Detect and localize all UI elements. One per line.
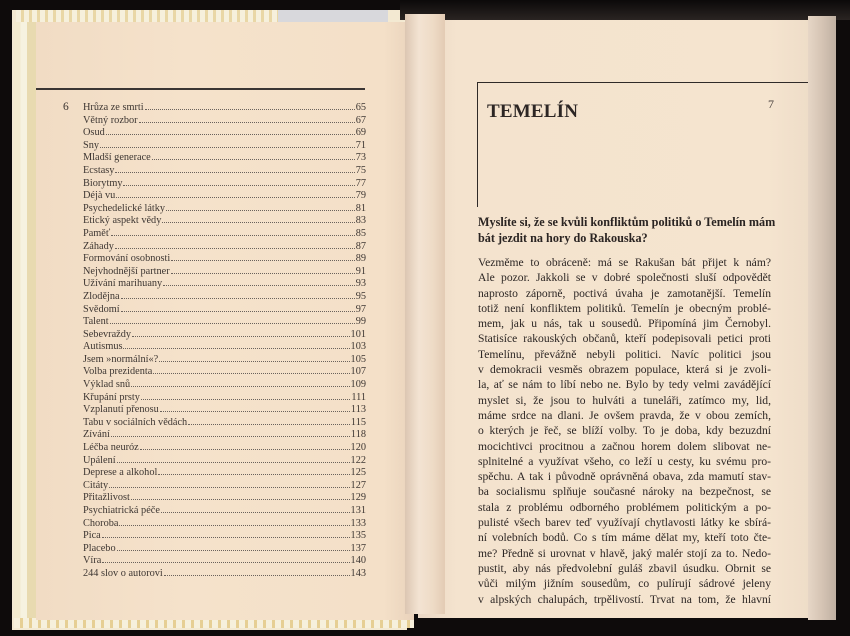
toc-entry-page: 131 [350, 505, 366, 516]
body-line: me? Předně si urovnat v hlavě, jaký malér stojí za to. Nedo- [478, 546, 771, 560]
toc-leader-dots [159, 353, 349, 362]
toc-entry [83, 101, 366, 114]
toc-entry-title: Větný rozbor [83, 114, 138, 126]
toc-entry-page: 135 [350, 530, 366, 542]
body-line: splnitelné a využívat všeho, co leží u cesty, ku svému pro- [478, 454, 771, 468]
toc-leader-dots [115, 164, 354, 173]
toc-entry [83, 139, 366, 152]
toc-entry-page: 120 [350, 442, 366, 454]
toc-entry [83, 491, 366, 504]
toc-leader-dots [188, 416, 350, 425]
toc-entry-page: 118 [350, 429, 366, 441]
toc-entry-title: Psychiatrická péče [83, 505, 160, 516]
toc-entry-title: Zlodějna [83, 290, 120, 302]
toc-entry-title: Deprese a alkohol [83, 467, 158, 479]
toc-leader-dots [132, 328, 350, 337]
toc-entry [83, 517, 366, 530]
toc-entry-page: 91 [355, 265, 366, 277]
toc-entry-title: Sebevraždy [83, 328, 132, 340]
page-number-right: 7 [768, 97, 774, 111]
toc-leader-dots [119, 517, 349, 526]
toc-leader-dots [162, 214, 354, 223]
toc-entry [83, 479, 366, 492]
chapter-question: Myslíte si, že se kvůli konfliktům politiků o Temelín mám bát jezdit na hory do Rakouska? [478, 215, 776, 245]
toc-entry-title: Mladší generace [83, 152, 151, 164]
toc-entry-title: Choroba [83, 517, 119, 529]
toc-leader-dots [111, 428, 350, 437]
toc-entry-title: Svědomí [83, 303, 120, 315]
toc-entry-page: 87 [355, 240, 366, 252]
toc-entry-title: Osud [83, 127, 105, 139]
page-edge-left [14, 22, 36, 620]
toc-entry-title: Placebo [83, 542, 116, 554]
toc-entry-title: Léčba neuróz [83, 442, 139, 454]
body-line: Vezměme to obráceně: má se Rakušan bát přijet k nám? [478, 256, 771, 269]
toc-entry-title: Etický aspekt vědy [83, 215, 162, 227]
toc-entry-title: Zívání [83, 429, 110, 441]
toc-entry-page: 129 [350, 492, 366, 504]
toc-entry-title: Nejvhodnější partner [83, 265, 170, 277]
toc-entry [83, 529, 366, 542]
toc-entry [83, 315, 366, 328]
toc-entry-title: Vzplanutí přenosu [83, 404, 159, 416]
toc-entry-page: 65 [355, 102, 366, 113]
toc-entry [83, 353, 366, 366]
toc-entry [83, 177, 366, 190]
toc-entry-page: 105 [350, 353, 366, 365]
top-shadow [400, 0, 850, 20]
toc-entry-page: 67 [355, 114, 366, 126]
header-rule-left [36, 88, 365, 90]
toc-leader-dots [117, 542, 350, 551]
toc-entry-page: 113 [350, 404, 366, 416]
toc-entry [83, 365, 366, 378]
body-line: la, ať se nám to líbí nebo ne. Bylo by tedy velmi zavádějící [478, 378, 771, 392]
toc-leader-dots [163, 277, 355, 286]
toc-entry-title: Volba prezidenta [83, 366, 153, 378]
page-edge-top-stripes [16, 10, 278, 22]
body-text [478, 255, 771, 607]
toc-entry-page: 109 [350, 379, 366, 391]
toc-entry-page: 85 [355, 227, 366, 239]
toc-entry [83, 328, 366, 341]
toc-leader-dots [111, 227, 354, 236]
toc-entry-page: 122 [350, 454, 366, 466]
toc-leader-dots [123, 340, 349, 349]
toc-entry-title: 244 slov o autorovi [83, 567, 163, 579]
toc-leader-dots [153, 365, 349, 374]
toc-entry-title: Autismus [83, 341, 123, 353]
page-edge-right [808, 16, 836, 620]
body-line: pulisté všech barev teď využívají chytlavosti látky ke sbírá- [478, 516, 771, 530]
toc-entry [83, 189, 366, 202]
table-of-contents [83, 101, 366, 580]
toc-entry [83, 277, 366, 290]
toc-entry-page: 79 [355, 190, 366, 202]
toc-entry-page: 73 [355, 152, 366, 164]
toc-entry-page: 107 [350, 366, 366, 378]
toc-entry [83, 252, 366, 265]
toc-entry [83, 214, 366, 227]
toc-entry [83, 416, 366, 429]
toc-leader-dots [102, 529, 350, 538]
body-line: Statisíce rakouských občanů, kteří podepisovali petici proti [478, 332, 771, 346]
toc-entry-page: 111 [351, 391, 366, 403]
toc-entry-title: Užívání marihuany [83, 278, 163, 290]
toc-entry-page: 143 [350, 567, 366, 579]
body-line: máme srdce na dlani. Je ovšem pravda, že v obou zemích, [478, 408, 771, 422]
toc-entry-title: Déjà vu [83, 190, 116, 202]
toc-entry-page: 83 [355, 215, 366, 227]
toc-entry [83, 164, 366, 177]
toc-entry [83, 542, 366, 555]
toc-leader-dots [140, 441, 350, 450]
toc-leader-dots [123, 177, 354, 186]
toc-entry-page: 95 [355, 290, 366, 302]
toc-entry-page: 75 [355, 164, 366, 176]
toc-entry-title: Hrůza ze smrti [83, 102, 144, 113]
body-line: v demokracii vesměs obrazem populace, která si je zvoli- [478, 363, 771, 377]
toc-entry [83, 240, 366, 253]
toc-entry [83, 391, 366, 404]
toc-entry-page: 115 [350, 416, 366, 428]
toc-entry [83, 428, 366, 441]
body-line: naprosto záporně, poctivá úvaha je zamotanější. Temelín [478, 286, 771, 300]
toc-entry-title: Výklad snů [83, 379, 131, 391]
toc-leader-dots [152, 151, 355, 160]
toc-entry [83, 403, 366, 416]
toc-entry-title: Přitažlivost [83, 492, 130, 504]
toc-entry [83, 202, 366, 215]
toc-entry-page: 77 [355, 177, 366, 189]
toc-entry-title: Psychedelické látky [83, 202, 166, 214]
toc-leader-dots [121, 303, 355, 312]
toc-entry-page: 81 [355, 202, 366, 214]
toc-entry-page: 127 [350, 479, 366, 491]
toc-entry-page: 71 [355, 139, 366, 151]
toc-entry-title: Paměť [83, 227, 111, 239]
toc-leader-dots [121, 290, 355, 299]
body-line: ba socialismu splňuje současné nároky na bezpečnost, se [478, 485, 771, 499]
body-line: spěchu. A tak i původně oprávněná obava, zda mamutí stav- [478, 470, 771, 484]
page-number-left: 6 [63, 101, 69, 113]
toc-leader-dots [100, 139, 355, 148]
toc-leader-dots [106, 126, 355, 135]
toc-leader-dots [116, 189, 354, 198]
body-line: vůči milým jižním sousedům, co pulírují sádrové jeleny [478, 577, 771, 591]
page-edge-top-gray [278, 10, 388, 22]
toc-entry-page: 137 [350, 542, 366, 554]
toc-leader-dots [166, 202, 355, 211]
chapter-title: TEMELÍN [487, 101, 579, 122]
toc-leader-dots [141, 391, 350, 400]
toc-entry [83, 554, 366, 567]
toc-entry-page: 99 [355, 316, 366, 328]
toc-leader-dots [109, 479, 349, 488]
toc-entry [83, 114, 366, 127]
toc-entry-page: 103 [350, 341, 366, 353]
body-line: myslet si, že jsou to hulváti a tuneláři, zatímco my, lid, [478, 393, 771, 407]
toc-entry-title: Biorytmy [83, 177, 123, 189]
toc-leader-dots [171, 265, 355, 274]
toc-entry [83, 151, 366, 164]
toc-entry-title: Křupání prsty [83, 391, 140, 403]
toc-entry [83, 441, 366, 454]
toc-entry-page: 101 [350, 328, 366, 340]
toc-entry-title: Pica [83, 530, 101, 542]
toc-leader-dots [139, 114, 355, 123]
body-line: v alpských chalupách, trpělivostí. Trvat na tom, že hlavní [478, 592, 771, 606]
toc-entry-page: 125 [350, 467, 366, 479]
toc-entry [83, 303, 366, 316]
toc-leader-dots [145, 101, 355, 110]
toc-entry [83, 290, 366, 303]
toc-entry-page: 89 [355, 253, 366, 265]
body-line: o kterých je řeč, se blíží volby. To je doba, kdy bezuzdní [478, 424, 771, 438]
toc-entry-title: Záhady [83, 240, 114, 252]
toc-leader-dots [115, 240, 355, 249]
toc-entry-title: Formování osobnosti [83, 253, 171, 265]
toc-entry-title: Talent [83, 316, 109, 328]
body-line: Temelínu, převážně nebyli politici. Navíc politici jsou [478, 347, 771, 361]
toc-entry-title: Tabu v sociálních vědách [83, 416, 188, 428]
toc-entry-title: Citáty [83, 479, 109, 491]
toc-entry [83, 567, 366, 580]
toc-entry [83, 340, 366, 353]
body-line: Ale pozor. Jakkoli se v dobré společnosti sluší odpovědět [478, 271, 771, 285]
body-line: stala z problému odborného problémem politickým a po- [478, 500, 771, 514]
toc-leader-dots [102, 554, 349, 563]
toc-entry [83, 454, 366, 467]
toc-entry-page: 140 [350, 555, 366, 567]
toc-entry-title: Ecstasy [83, 164, 115, 176]
toc-entry-title: Jsem »normální«? [83, 353, 159, 365]
toc-entry-page: 97 [355, 303, 366, 315]
toc-leader-dots [160, 403, 350, 412]
toc-entry [83, 126, 366, 139]
toc-leader-dots [131, 378, 349, 387]
toc-leader-dots [131, 491, 350, 500]
toc-entry [83, 504, 366, 517]
toc-leader-dots [171, 252, 354, 261]
toc-leader-dots [164, 567, 350, 576]
body-line: pustit, aby nás předvolební guláš zbavil úsudku. Obrnit se [478, 561, 771, 575]
toc-leader-dots [110, 315, 355, 324]
toc-entry [83, 466, 366, 479]
toc-entry-title: Upálení [83, 454, 116, 466]
toc-leader-dots [117, 454, 350, 463]
toc-entry-page: 133 [350, 517, 366, 529]
toc-entry-title: Sny [83, 139, 100, 151]
toc-leader-dots [161, 504, 350, 513]
body-line: mem, jak u nás, tak u sousedů. Připomíná jim Černobyl. [478, 317, 771, 331]
toc-leader-dots [158, 466, 349, 475]
body-line: ní volebních bodů. Co s tím máme dělat my, kteří toto čte- [478, 531, 771, 545]
toc-entry [83, 378, 366, 391]
toc-entry-page: 93 [355, 278, 366, 290]
book-gutter [405, 14, 445, 614]
toc-entry-page: 69 [355, 127, 366, 139]
toc-entry-title: Víra [83, 555, 102, 567]
body-line: totiž není konfliktem politiků. Temelín je obecným problé- [478, 301, 771, 315]
toc-entry [83, 227, 366, 240]
toc-entry [83, 265, 366, 278]
body-line: mocichtivci procitnou a začnou horem dolem slibovat ne- [478, 439, 771, 453]
